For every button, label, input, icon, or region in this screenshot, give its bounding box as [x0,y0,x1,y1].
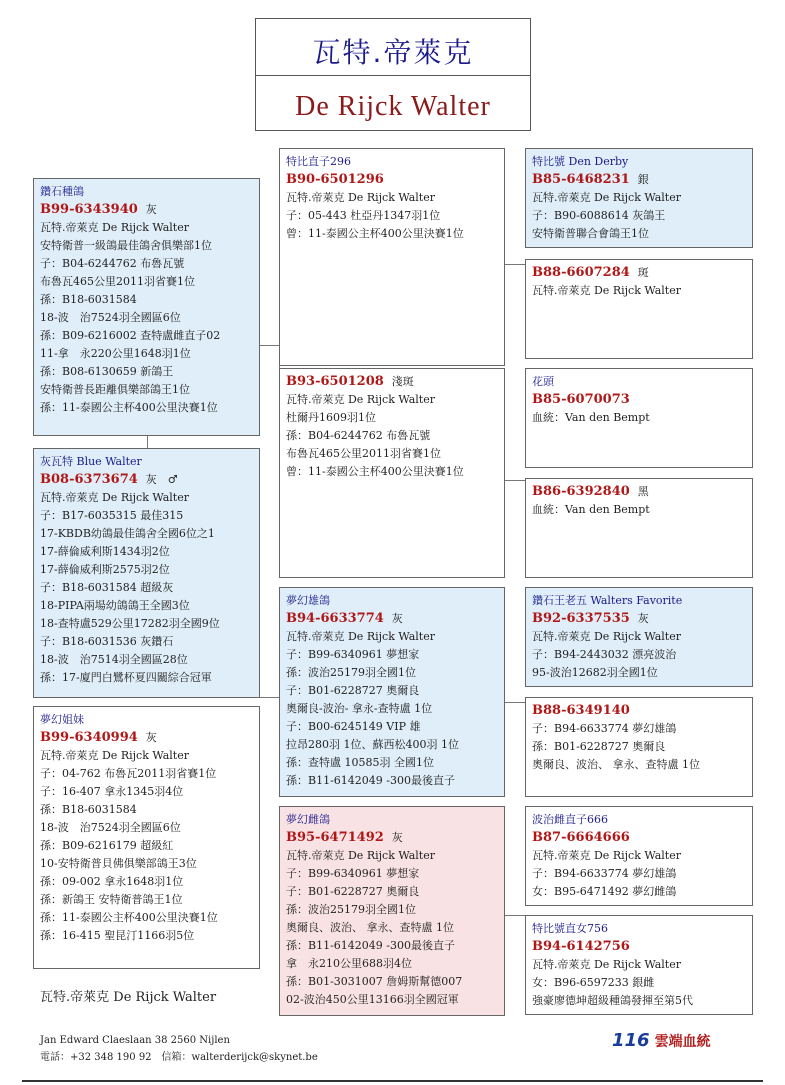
detail-line: 曾：11-泰國公主杯400公里決賽1位 [286,465,464,478]
detail-line: 杜爾丹1609羽1位 [286,411,376,424]
detail-line: 安特衛普一級鴿最佳鴿舍俱樂部1位 [40,239,212,252]
connector [147,436,148,448]
detail-line: 18-PIPA兩場幼鴿鴿王全國3位 [40,599,190,612]
ring-number: B85-6070073 [532,392,630,407]
footer-owner: 瓦特.帝萊克 De Rijck Walter [40,990,217,1005]
footer-address: Jan Edward Claeslaan 38 2560 Nijlen [40,1035,230,1046]
pedigree-card-dam-sire[interactable] [279,587,505,797]
detail-line: 孫：B09-6216002 查特盧雌直子02 [40,329,221,342]
detail-line: 子：B94-6633774 夢幻雄鴿 [532,867,677,880]
detail-line: 子：B94-6633774 夢幻雄鴿 [532,722,677,735]
detail-line: 瓦特.帝萊克 De Rijck Walter [40,749,189,762]
detail-line: 血統：Van den Bempt [532,503,650,516]
detail-line: 孫：B08-6130659 新鴿王 [40,365,174,378]
card-details [40,489,253,687]
detail-line: 瓦特.帝萊克 De Rijck Walter [532,191,681,204]
detail-line: 瓦特.帝萊克 De Rijck Walter [532,849,681,862]
logo-text: 雲端血統 [654,1034,711,1050]
detail-line: 孫：波治25179羽全國1位 [286,903,416,916]
card-details [40,747,253,945]
detail-line: 強豪廖德坤超級種鴿發揮至第5代 [532,994,693,1007]
card-details [286,847,498,1009]
pedigree-card-granddam[interactable] [279,368,505,578]
detail-line: 血統：Van den Bempt [532,411,650,424]
connector [505,264,525,265]
ring-number: B95-6471492 灰 [286,830,403,845]
detail-line: 曾：11-泰國公主杯400公里決賽1位 [286,227,464,240]
pedigree-card-dam-dam[interactable] [279,806,505,1016]
pigeon-name: 鑽石王老五 Walters Favorite [532,594,683,607]
detail-line: 11-拿 永220公里1648羽1位 [40,347,191,360]
detail-line: 孫：B09-6216179 超級紅 [40,839,174,852]
detail-line: 子：B01-6228727 奧爾良 [286,885,420,898]
ring-number: B85-6468231 銀 [532,172,649,187]
detail-line: 子：B99-6340961 夢想家 [286,867,420,880]
ring-number: B94-6142756 [532,939,630,954]
detail-line: 女：B95-6471492 夢幻雌鴿 [532,885,677,898]
card-details [532,409,746,427]
connector [259,345,279,346]
pedigree-card-ggs-3[interactable] [525,587,753,687]
detail-line: 孫：17-廈門白鷺杯夏四關綜合冠軍 [40,671,212,684]
detail-line: 18-波 治7524羽全國區6位 [40,311,181,324]
pedigree-card-ggd-1[interactable] [525,259,753,359]
card-details [532,628,746,682]
ring-number: B08-6373674 灰 ♂ [40,472,178,487]
detail-line: 孫：查特盧 10585羽 全國1位 [286,756,434,769]
pedigree-card-subject[interactable] [33,448,260,698]
pigeon-name: 特比號直女756 [532,922,608,935]
detail-line: 孫：B04-6244762 布魯瓦號 [286,429,431,442]
title-box [255,18,531,131]
detail-line: 孫：B11-6142049 -300最後直子 [286,939,455,952]
ring-number: B94-6633774 灰 [286,611,403,626]
pigeon-name: 夢幻姐妹 [40,713,84,726]
detail-line: 子：B18-6031584 超級灰 [40,581,174,594]
pigeon-name: 夢幻雄鴿 [286,594,330,607]
detail-line: 瓦特.帝萊克 De Rijck Walter [532,958,681,971]
detail-line: 瓦特.帝萊克 De Rijck Walter [532,630,681,643]
pedigree-card-dam[interactable] [33,706,260,969]
pigeon-name: 鑽石種鴿 [40,185,84,198]
footer-rule [22,1080,763,1082]
detail-line: 18-波 治7514羽全國區28位 [40,653,188,666]
ring-number: B99-6343940 灰 [40,202,157,217]
detail-line: 子：B18-6031536 灰鑽石 [40,635,174,648]
detail-line: 10-安特衛普貝佛俱樂部鴿王3位 [40,857,197,870]
detail-line: 瓦特.帝萊克 De Rijck Walter [40,221,189,234]
detail-line: 瓦特.帝萊克 De Rijck Walter [286,630,435,643]
ring-number: B87-6664666 [532,830,630,845]
detail-line: 瓦特.帝萊克 De Rijck Walter [286,393,435,406]
connector [505,702,525,703]
detail-line: 拉昂280羽 1位、蘇西松400羽 1位 [286,738,459,751]
detail-line: 瓦特.帝萊克 De Rijck Walter [286,191,435,204]
ring-number: B88-6349140 [532,703,630,718]
detail-line: 孫：B18-6031584 [40,293,137,306]
pedigree-card-ggs-2[interactable] [525,368,753,468]
detail-line: 子：04-762 布魯瓦2011羽省賽1位 [40,767,217,780]
detail-line: 子：B01-6228727 奧爾良 [286,684,420,697]
detail-line: 17-薛倫威利斯2575羽2位 [40,563,170,576]
ring-number: B88-6607284 斑 [532,265,649,280]
detail-line: 孫：09-002 拿永1648羽1位 [40,875,184,888]
connector [505,915,525,916]
title-divider [256,75,530,76]
detail-line: 95-波治12682羽全國1位 [532,666,658,679]
detail-line: 子：16-407 拿永1345羽4位 [40,785,184,798]
pigeon-name: 波治雌直子666 [532,813,608,826]
card-details [40,219,253,417]
ring-number: B99-6340994 灰 [40,730,157,745]
pigeon-name: 特比號 Den Derby [532,155,629,168]
detail-line: 奧爾良、波治、 拿永、查特盧 1位 [286,921,454,934]
ring-number: B86-6392840 黑 [532,484,649,499]
detail-line: 18-查特盧529公里17282羽全國9位 [40,617,220,630]
pedigree-card-ggd-3[interactable] [525,697,753,797]
detail-line: 孫：B01-3031007 詹姆斯幫德007 [286,975,463,988]
detail-line: 瓦特.帝萊克 De Rijck Walter [40,491,189,504]
pigeon-name: 特比直子296 [286,155,351,168]
detail-line: 孫：11-泰國公主杯400公里決賽1位 [40,911,218,924]
pigeon-name: 夢幻雌鴿 [286,813,330,826]
detail-line: 18-波 治7524羽全國區6位 [40,821,181,834]
pedigree-card-ggd-4[interactable] [525,915,753,1015]
detail-line: 子：B94-2443032 漂亮波治 [532,648,677,661]
detail-line: 奧爾良、波治、 拿永、查特盧 1位 [532,758,700,771]
ring-number: B93-6501208 淺斑 [286,374,414,389]
detail-line: 02-波治450公里13166羽全國冠軍 [286,993,459,1006]
detail-line: 瓦特.帝萊克 De Rijck Walter [532,284,681,297]
detail-line: 奧爾良-波治- 拿永-查特盧 1位 [286,702,433,715]
detail-line: 子：B17-6035315 最佳315 [40,509,184,522]
detail-line: 孫：B11-6142049 -300最後直子 [286,774,455,787]
card-details [286,628,498,790]
pedigree-card-ggs-1[interactable] [525,148,753,248]
logo-number: 116 [612,1030,650,1051]
title-english: De Rijck Walter [295,91,491,122]
pigeon-name: 花頭 [532,375,554,388]
ring-number: B90-6501296 [286,172,384,187]
detail-line: 安特衛普長距離俱樂部鴿王1位 [40,383,190,396]
detail-line: 子：B00-6245149 VIP 雄 [286,720,421,733]
detail-line: 子：B04-6244762 布魯瓦號 [40,257,185,270]
connector [505,480,525,481]
card-details [286,391,498,481]
brand-logo [612,1030,711,1051]
pedigree-card-sire[interactable] [33,178,260,436]
pedigree-card-ggd-2[interactable] [525,478,753,578]
card-details [532,189,746,243]
card-details [532,282,746,300]
detail-line: 子：B90-6088614 灰鴿王 [532,209,666,222]
card-details [532,956,746,1010]
detail-line: 17-薛倫威利斯1434羽2位 [40,545,170,558]
detail-line: 孫：B18-6031584 [40,803,137,816]
pigeon-name: 灰瓦特 Blue Walter [40,455,142,468]
detail-line: 孫：B01-6228727 奧爾良 [532,740,666,753]
detail-line: 布魯瓦465公里2011羽省賽1位 [40,275,195,288]
pedigree-card-grandsire[interactable] [279,148,505,366]
detail-line: 17-KBDB幼鴿最佳鴿舍全國6位之1 [40,527,215,540]
title-chinese: 瓦特.帝萊克 [312,36,474,69]
detail-line: 拿 永210公里688羽4位 [286,957,412,970]
card-details [286,189,498,243]
detail-line: 孫：11-泰國公主杯400公里決賽1位 [40,401,218,414]
pedigree-card-ggs-4[interactable] [525,806,753,906]
detail-line: 瓦特.帝萊克 De Rijck Walter [286,849,435,862]
card-details [532,847,746,901]
detail-line: 子：B99-6340961 夢想家 [286,648,420,661]
detail-line: 布魯瓦465公里2011羽省賽1位 [286,447,441,460]
detail-line: 安特衛普聯合會鴿王1位 [532,227,649,240]
footer-contact: 電話：+32 348 190 92 信箱：walterderijck@skynet.be [40,1052,318,1063]
detail-line: 孫：16-415 聖昆汀1166羽5位 [40,929,195,942]
detail-line: 子：05-443 杜亞丹1347羽1位 [286,209,441,222]
detail-line: 孫：新鴿王 安特衛普鴿王1位 [40,893,183,906]
detail-line: 孫：波治25179羽全國1位 [286,666,416,679]
card-details [532,501,746,519]
card-details [532,720,746,774]
connector [259,697,279,698]
ring-number: B92-6337535 灰 [532,611,649,626]
detail-line: 女：B96-6597233 銀雌 [532,976,655,989]
